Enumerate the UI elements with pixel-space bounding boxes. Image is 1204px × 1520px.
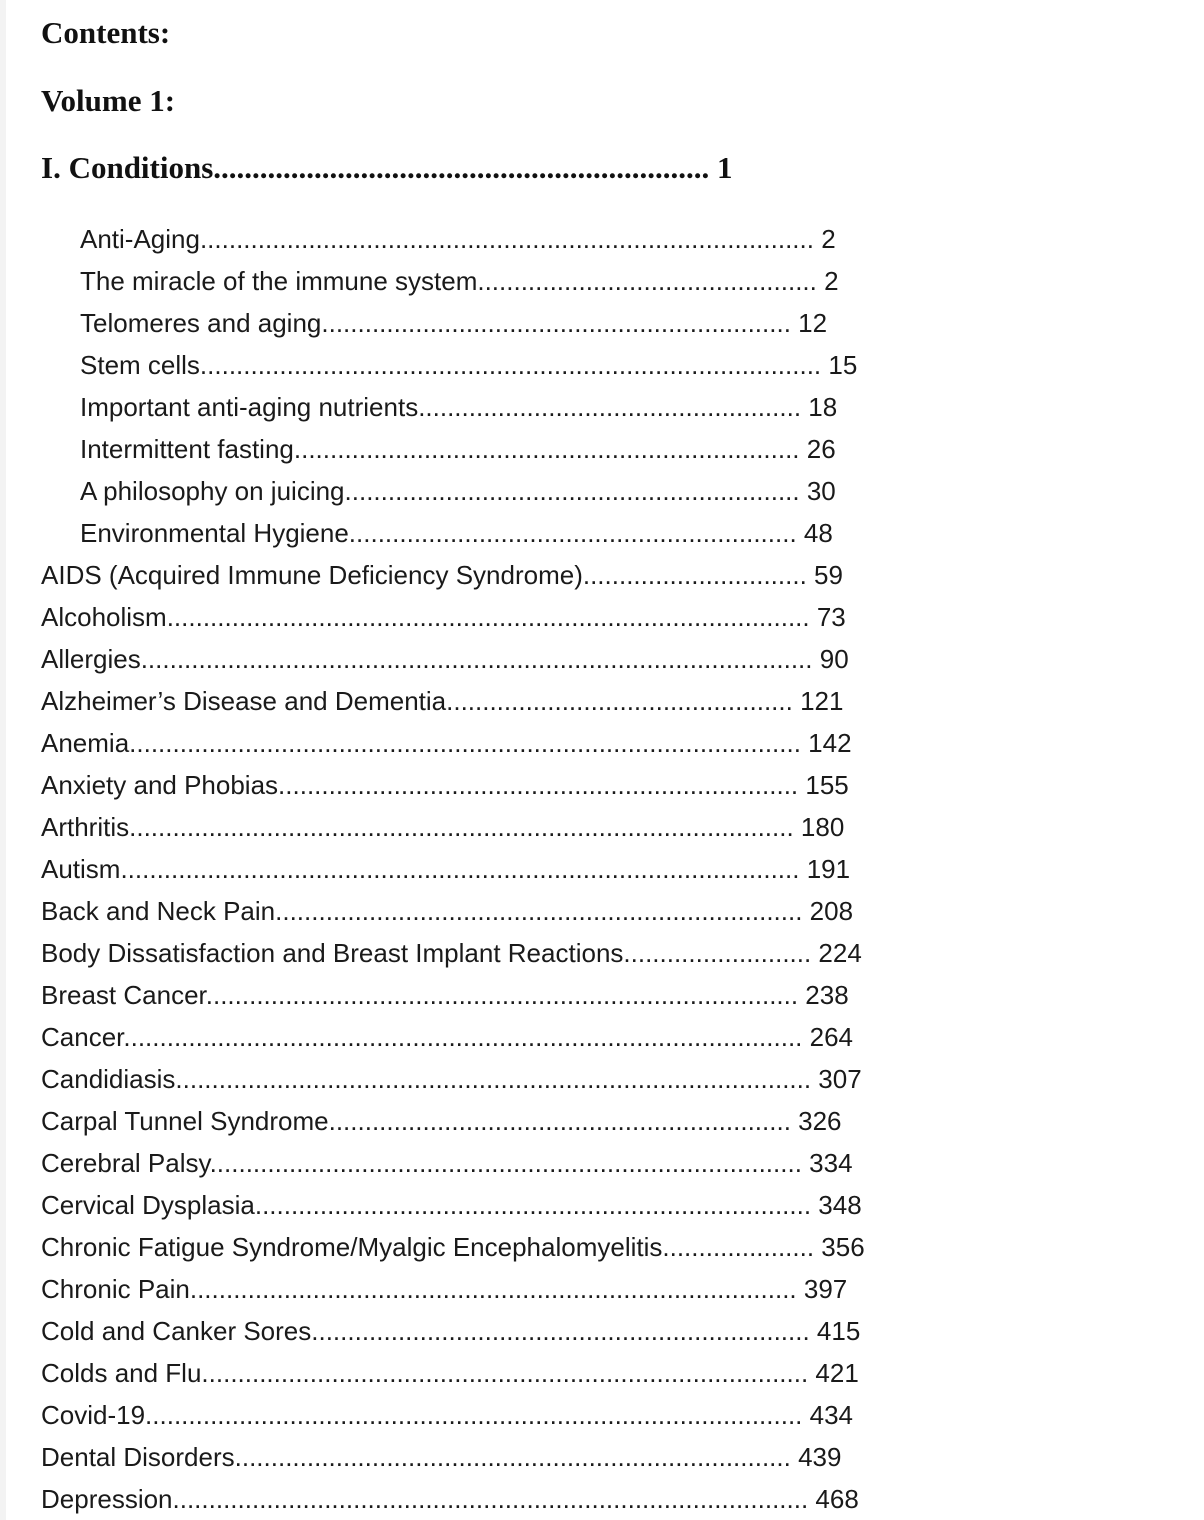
toc-entry[interactable]: Cervical Dysplasia............................................................................. 348	[41, 1190, 862, 1220]
toc-entry[interactable]: Chronic Pain.................................................................................... 397	[41, 1274, 848, 1304]
volume-title: Volume 1:	[41, 83, 176, 118]
toc-entry[interactable]: Intermittent fasting...................................................................... 26	[80, 434, 836, 464]
toc-entry[interactable]: A philosophy on juicing............................................................... 30	[80, 476, 836, 506]
toc-entry[interactable]: Candidiasis........................................................................................ 307	[41, 1064, 862, 1094]
toc-entry[interactable]: Environmental Hygiene.............................................................. 48	[80, 518, 833, 548]
toc-entry[interactable]: The miracle of the immune system............................................... 2	[80, 266, 839, 296]
toc-entry[interactable]: Anti-Aging..................................................................................... 2	[80, 224, 836, 254]
toc-entry[interactable]: Important anti-aging nutrients..................................................... 18	[80, 392, 838, 422]
toc-entry[interactable]: Covid-19........................................................................................... 434	[41, 1400, 854, 1430]
contents-title: Contents:	[41, 15, 171, 50]
toc-entry[interactable]: Autism.............................................................................................. 191	[41, 854, 851, 884]
toc-entry[interactable]: AIDS (Acquired Immune Deficiency Syndrome)............................... 59	[41, 560, 843, 590]
toc-entry[interactable]: Allergies............................................................................................. 90	[41, 644, 849, 674]
toc-entry[interactable]: Alzheimer’s Disease and Dementia................................................ 121	[41, 686, 844, 716]
toc-entry[interactable]: Carpal Tunnel Syndrome................................................................ 326	[41, 1106, 842, 1136]
toc-entry[interactable]: Anemia............................................................................................. 142	[41, 728, 852, 758]
toc-entry[interactable]: Cerebral Palsy.................................................................................. 334	[41, 1148, 853, 1178]
toc-entry[interactable]: Dental Disorders............................................................................. 439	[41, 1442, 842, 1472]
toc-entry[interactable]: Depression........................................................................................ 468	[41, 1484, 859, 1514]
toc-entry[interactable]: Body Dissatisfaction and Breast Implant Reactions.......................... 224	[41, 938, 862, 968]
toc-entry[interactable]: Chronic Fatigue Syndrome/Myalgic Encephalomyelitis..................... 356	[41, 1232, 865, 1262]
toc-list	[41, 218, 865, 1520]
page-left-edge	[0, 0, 6, 1520]
toc-entry[interactable]: Arthritis............................................................................................ 180	[41, 812, 845, 842]
section-heading-conditions: I. Conditions................................................................ 1	[41, 150, 733, 185]
toc-entry[interactable]: Colds and Flu.................................................................................... 421	[41, 1358, 859, 1388]
toc-entry[interactable]: Anxiety and Phobias........................................................................ 155	[41, 770, 849, 800]
toc-entry[interactable]: Alcoholism......................................................................................... 73	[41, 602, 846, 632]
toc-entry[interactable]: Telomeres and aging................................................................. 12	[80, 308, 828, 338]
toc-entry[interactable]: Cold and Canker Sores..................................................................... 415	[41, 1316, 861, 1346]
toc-entry[interactable]: Cancer.............................................................................................. 264	[41, 1022, 854, 1052]
toc-entry[interactable]: Breast Cancer.................................................................................. 238	[41, 980, 849, 1010]
toc-entry[interactable]: Stem cells...................................................................................... 15	[80, 350, 858, 380]
toc-entry[interactable]: Back and Neck Pain......................................................................... 208	[41, 896, 854, 926]
